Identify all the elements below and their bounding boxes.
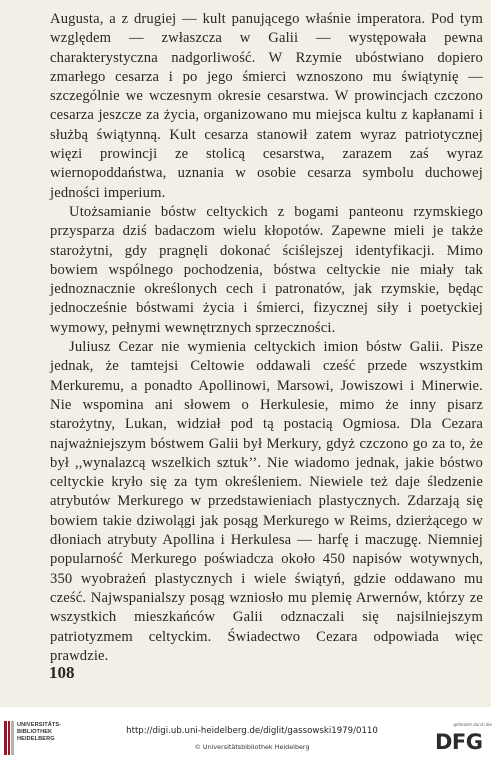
page-number: 108 [49,663,75,682]
paragraph-1: Augusta, a z drugiej — kult panującego właśnie imperatora. Pod tym względem — zwłaszcza w Galii — występowała pewna charakterystyczna nadgorliwość. W Rzymie ubóstwiano dopiero zmarłego cesarza i po jego śmierci wznoszono mu świątynię — szczególnie we wczesnym okresie cesarstwa. W prowincjach czczono cesarza jeszcze za życia, organizowano mu miejsca kultu z kapłanami i służbą świątynną. Kult cesarza stanowił zatem wyraz patriotycznej więzi prowincji ze stolicą cesarstwa, zarazem zaś wyraz wiernopoddaństwa, uznania w osobie cesarza symbolu duchowej jedności imperium. [50,11,483,201]
paragraph-2: Utożsamianie bóstw celtyckich z bogami panteonu rzymskiego przysparza dziś badaczom wielu kłopotów. Zapewne mieli je także starożytni, gdy pragnęli dokonać ściślejszej identyfikacji. Mimo bowiem wspólnego pochodzenia, bóstwa celtyckie nie miały tak jednoznacznie określonych cech i patronatów, jak rzymskie, będąc jednocześnie bóstwami życia i śmierci, fizycznej siły i poetyckiej wymowy, pełnymi wewnętrznych sprzeczności. [50,203,483,336]
digitization-footer [0,707,494,763]
permalink-url[interactable]: http://digi.ub.uni-heidelberg.de/diglit/gassowski1979/0110 [126,726,378,736]
library-logo-icon [4,721,14,755]
university-library-logo [4,721,84,755]
body-text [50,10,483,666]
sponsor-note: gefördert durch die [453,722,492,727]
library-name: UNIVERSITÄTS- BIBLIOTHEK HEIDELBERG [17,722,62,742]
copyright-notice: © Universitätsbibliothek Heidelberg [194,743,310,751]
dfg-logo: DFG [435,730,483,754]
paragraph-3: Juliusz Cezar nie wymienia celtyckich imion bóstw Galii. Pisze jednak, że tamtejsi Celtowie oddawali cześć przede wszystkim Merkuremu, a ponadto Apollinowi, Marsowi, Jowiszowi i Minerwie. Nie wspomina ani słowem o Herkulesie, mimo że inny pisarz starożytny, Lukan, widział pod tą postacią Ogmiosa. Dla Cezara najważniejszym bóstwem Galii był Merkury, gdyż czczono go za to, że był ,,wynalazcą wszelkich sztuk’’. Nie wiadomo jednak, jakie bóstwo celtyckie kryło się za tym określeniem. Niewiele też daje śledzenie atrybutów Merkurego w przedstawieniach plastycznych. Zdarzają się bowiem takie dziwolągi jak posąg Merkurego w Reims, dzierżącego w dłoniach atrybuty Apollina i Herkulesa — harfę i maczugę. Niemniej popularność Merkurego poświadcza około 450 napisów wotywnych, 350 wyobrażeń plastycznych i wiele świątyń, gdzie oddawano mu cześć. Najwspanialszy posąg wzniosło mu plemię Arwernów, którzy ze wszystkich mieszkańców Galii odznaczali się najsilniejszym patriotyzmem celtyckim. Świadectwo Cezara odpowiada więc prawdzie. [50,339,483,664]
